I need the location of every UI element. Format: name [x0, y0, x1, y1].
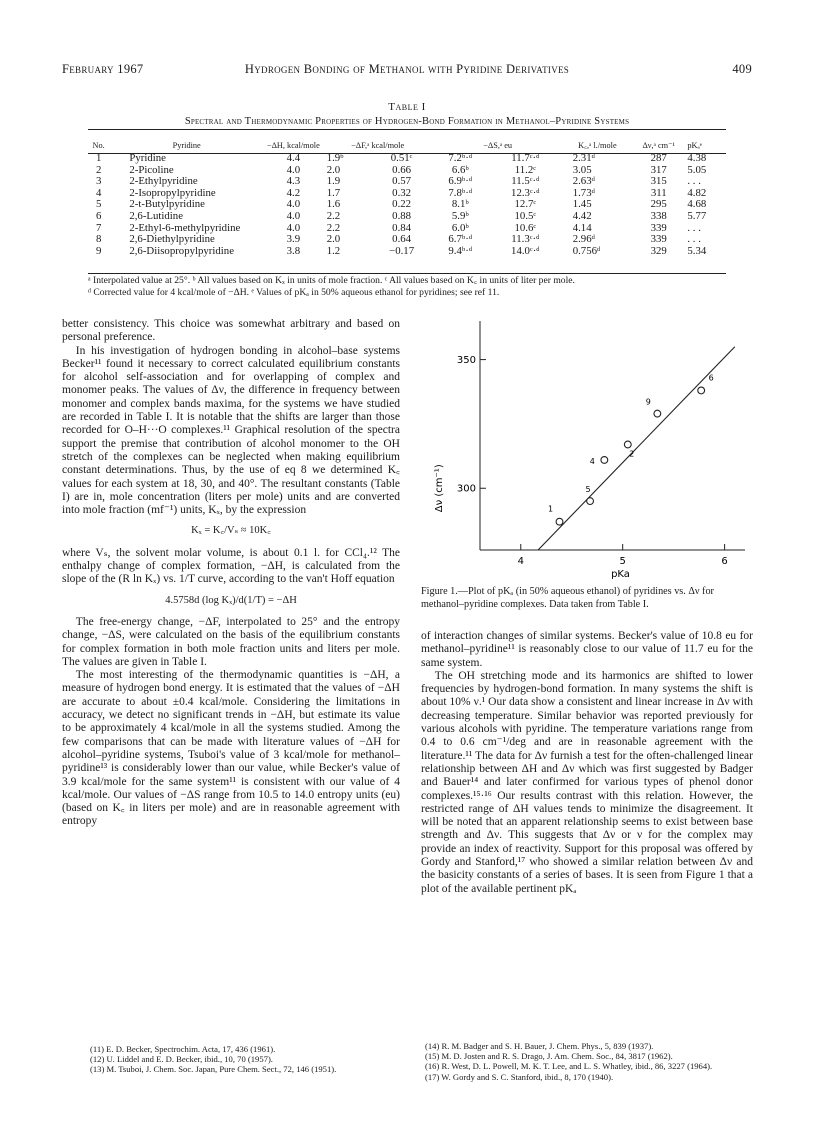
table-cell: 11.7ᶜ·ᵈ	[511, 152, 540, 164]
table-cell: 317	[650, 163, 667, 176]
x-tick-label: 5	[619, 556, 626, 567]
paragraph: The OH stretching mode and its harmonics are shifted to lower frequencies by hydrogen-bond formation. In many systems the shift is about 10% ν.¹ Our data show a consistent and linear increase in Δν with decreasing temperature. Similar behavior was reported previously for various alcohols with pyridine. The temperature variations range from 0.4 to 0.6 cm⁻¹/deg and are in reasonable agreement with the literature.¹¹ The data for Δν furnish a test for the often-challenged linear relationship between ΔH and Δν which was first suggested by Badger and Bauer¹⁴ and later confirmed for various types of phenol donor complexes.¹⁵·¹⁶ Our results contrast with this relation. However, the restricted range of ΔH values tends to minimize the disagreement. It will be noted that an apparent relationship seems to exist between base strength and Δν. This suggests that Δν or ν for the complex may provide an index of reactivity. Support for this proposal was offered by Gordy and Stanford,¹⁷ who showed a similar relation between Δν and the basicity constants of a series of bases. It is seen from Figure 1 that a plot of the available pertinent pKₐ	[421, 669, 753, 895]
table-cell: 1.73ᵈ	[572, 186, 595, 199]
chart-marks	[538, 347, 735, 550]
table-title: Spectral and Thermodynamic Properties of Hydrogen-Bond Formation in Methanol–Pyridine Systems	[184, 116, 630, 127]
table-cell: 2,6-Diethylpyridine	[129, 233, 215, 246]
table-cell: 6.0ᵇ	[451, 221, 469, 234]
running-header	[62, 62, 752, 78]
col-header: −ΔF,ᵃ kcal/mole	[351, 140, 405, 150]
table-cell: 2.96ᵈ	[572, 233, 595, 246]
table-cell: 3.9	[286, 233, 301, 246]
table-header-rule	[88, 153, 726, 154]
table-cell: 4.0	[286, 163, 301, 176]
table-cell: 2	[95, 163, 102, 176]
table-cell: 2.2	[326, 209, 341, 222]
table-bottom-rule	[88, 273, 726, 274]
table-cell: 7.8ᵇ·ᵈ	[448, 186, 473, 199]
table-label: Table I	[388, 101, 426, 113]
table-cell: 2.63ᵈ	[572, 175, 595, 188]
table-cell: 8.1ᵇ	[451, 198, 469, 211]
table-cell: 1.9	[326, 175, 341, 188]
table-cell: 2.2	[326, 221, 341, 234]
table-row	[88, 211, 726, 223]
reference: (13) M. Tsuboi, J. Chem. Soc. Japan, Pure Chem. Sect., 72, 146 (1951).	[90, 1064, 337, 1075]
reference: (12) U. Liddel and E. D. Becker, ibid., 10, 70 (1957).	[90, 1054, 273, 1065]
header-title: Hydrogen Bonding of Methanol with Pyridine Derivatives	[244, 62, 570, 76]
table-footnote-2: ᵈ Corrected value for 4 kcal/mole of −ΔH. ᵉ Values of pKₐ in 50% aqueous ethanol for pyridines; see ref 11.	[88, 287, 500, 298]
equation-kx: Kₓ = K꜀/Vₛ ≈ 10K꜀	[191, 525, 271, 537]
table-header-row	[88, 131, 726, 153]
table-cell: 8	[95, 233, 102, 246]
table-cell: 1.7	[326, 186, 341, 199]
table-cell: 14.0ᶜ·ᵈ	[511, 244, 540, 257]
table-cell: . . .	[687, 233, 701, 246]
table-cell: −0.17	[389, 244, 415, 257]
table-cell: 11.2ᶜ	[514, 163, 536, 176]
table-cell: 6.7ᵇ·ᵈ	[448, 233, 473, 246]
col-header: Δν,ᵃ cm⁻¹	[642, 140, 675, 150]
left-references	[86, 1044, 406, 1075]
table-cell: 2.0	[326, 233, 341, 246]
paragraph: where Vₛ, the solvent molar volume, is about 0.1 l. for CCl₄.¹² The enthalpy change of complex formation, −ΔH, is calculated from the slope of the (R ln Kₓ) vs. 1/T curve, according to the van't Hoff equation	[62, 546, 400, 586]
col-header: −ΔH, kcal/mole	[266, 140, 320, 150]
table-cell: 2.31ᵈ	[572, 152, 595, 164]
col-header: K꜀,ᵃ l./mole	[578, 140, 617, 150]
table-cell: 4.0	[286, 221, 301, 234]
data-point	[556, 518, 563, 525]
reference: (14) R. M. Badger and S. H. Bauer, J. Chem. Phys., 5, 839 (1937).	[425, 1041, 654, 1051]
table-cell: . . .	[687, 221, 701, 234]
table-cell: 5.34	[687, 244, 707, 257]
table-cell: 0.64	[392, 233, 412, 246]
table-row	[88, 246, 726, 258]
table-cell: 10.6ᶜ	[514, 221, 537, 234]
table-cell: 6.6ᵇ	[451, 163, 469, 176]
table-cell: 287	[650, 152, 667, 164]
table-cell: 0.32	[392, 186, 412, 199]
table-cell: 1.2	[326, 244, 341, 257]
table-cell: 2,6-Lutidine	[129, 209, 184, 222]
table-cell: 2.0	[326, 163, 341, 176]
table-cell: 1.9ᵇ	[326, 152, 344, 164]
table-cell: 2-Picoline	[129, 163, 174, 176]
table-cell: 4.0	[286, 198, 301, 211]
data-point	[601, 457, 608, 464]
table-cell: . . .	[687, 175, 701, 188]
point-label: 2	[629, 449, 635, 459]
table-cell: 1.45	[572, 198, 592, 211]
table-cell: 0.66	[392, 163, 412, 176]
table-cell: 4.0	[286, 209, 301, 222]
table-footnote-1: ᵃ Interpolated value at 25°. ᵇ All values based on Kₓ in units of mole fraction. ᶜ All values based on K꜀ in units of liter per mole.	[88, 275, 575, 286]
table-cell: 338	[650, 209, 667, 222]
data-point	[654, 410, 661, 417]
table-cell: 4.42	[572, 209, 592, 222]
data-point	[624, 441, 631, 448]
y-axis-label: Δν (cm⁻¹)	[434, 464, 445, 513]
col-header: pKₐᵉ	[687, 140, 702, 150]
table-cell: 4	[95, 186, 102, 199]
paragraph: better consistency. This choice was somewhat arbitrary and based on personal preference.	[62, 318, 400, 344]
table-cell: 311	[650, 186, 667, 199]
table-cell: 0.756ᵈ	[572, 244, 601, 257]
reference: (17) W. Gordy and S. C. Stanford, ibid., 8, 170 (1940).	[425, 1071, 614, 1082]
figure-1-chart	[425, 315, 755, 585]
table-cell: 3.05	[572, 163, 592, 176]
reference: (11) E. D. Becker, Spectrochim. Acta, 17, 436 (1961).	[90, 1044, 276, 1054]
x-tick-label: 4	[517, 556, 524, 567]
table-cell: 1.6	[326, 198, 341, 211]
table-cell: 3	[95, 175, 102, 188]
table-cell: 0.88	[392, 209, 412, 222]
table-cell: 0.57	[392, 175, 412, 188]
data-point	[587, 498, 594, 505]
data-point	[698, 387, 705, 394]
chart-axes	[434, 321, 745, 580]
header-date: February 1967	[62, 62, 144, 76]
table-cell: 339	[650, 221, 667, 234]
properties-table	[88, 131, 726, 257]
fit-line	[538, 347, 735, 550]
table-cell: 11.3ᶜ·ᵈ	[511, 233, 540, 246]
table-cell: 0.84	[392, 221, 412, 234]
table-cell: 3.8	[286, 244, 301, 257]
y-tick-label: 300	[456, 483, 476, 495]
right-column-text	[421, 630, 753, 896]
col-header: −ΔS,ᵃ eu	[483, 140, 513, 150]
table-row	[88, 153, 726, 165]
table-cell: 2-t-Butylpyridine	[129, 198, 205, 211]
table-cell: 4.68	[687, 198, 707, 211]
paragraph: of interaction changes of similar systems. Becker's value of 10.8 eu for methanol–pyridine¹¹ is reasonably close to our value of 11.7 eu for the same system.	[421, 630, 753, 669]
x-axis-label: pKa	[611, 569, 630, 580]
table-cell: 2-Ethylpyridine	[129, 175, 198, 188]
table-cell: 0.22	[392, 198, 412, 211]
table-cell: 329	[650, 244, 667, 257]
table-row	[88, 234, 726, 246]
table-cell: 339	[650, 233, 667, 246]
table-cell: 4.3	[286, 175, 301, 188]
table-cell: 9.4ᵇ·ᵈ	[448, 244, 473, 257]
table-cell: Pyridine	[129, 152, 166, 164]
table-cell: 12.3ᶜ·ᵈ	[511, 186, 540, 199]
reference: (15) M. D. Josten and R. S. Drago, J. Am. Chem. Soc., 84, 3817 (1962).	[425, 1051, 673, 1062]
col-header: Pyridine	[172, 140, 201, 150]
left-column-text	[62, 318, 400, 829]
y-tick-label: 350	[456, 355, 476, 367]
table-cell: 6.9ᵇ·ᵈ	[448, 175, 473, 188]
x-tick-label: 6	[721, 556, 728, 567]
table-top-rule	[88, 129, 726, 130]
table-cell: 5.9ᵇ	[451, 209, 469, 222]
table-cell: 2,6-Diisopropylpyridine	[129, 244, 234, 257]
table-cell: 11.5ᶜ·ᵈ	[511, 175, 540, 188]
table-cell: 315	[650, 175, 667, 188]
paragraph: In his investigation of hydrogen bonding in alcohol–base systems Becker¹¹ found it necessary to correct calculated equilibrium constants for alcohol self-association and for overlapping of complex and monomer peaks. The values of Δν, the difference in frequency between monomer and complex bands maxima, for the systems we have studied are recorded in Table I. It is notable that the shifts are larger than those recorded for O–H···O complexes.¹¹ Graphical resolution of the spectra support the premise that contribution of alcohol monomer to the OH stretch of the complexes can be neglected when making equilibrium constant determinations. Thus, by the use of eq 8 we determined K꜀ values for each system at 18, 30, and 40°. The resultant constants (Table I) are in, mole concentration (liters per mole) units and are converted into mole fraction (mf⁻¹) units, Kₓ, by the expression	[62, 344, 400, 517]
table-cell: 4.14	[572, 221, 592, 234]
table-cell: 4.82	[687, 186, 707, 199]
right-references	[421, 1041, 753, 1082]
reference: (16) R. West, D. L. Powell, M. K. T. Lee, and L. S. Whatley, ibid., 86, 3227 (1964).	[425, 1061, 713, 1072]
page-number: 409	[732, 62, 752, 76]
table-cell: 4.4	[286, 152, 301, 164]
equation-vant-hoff: 4.5758d (log Kₓ)/d(1/T) = −ΔH	[165, 594, 297, 606]
table-cell: 4.2	[286, 186, 301, 199]
col-header: No.	[92, 140, 105, 150]
table-cell: 6	[95, 209, 102, 222]
table-cell: 10.5ᶜ	[514, 209, 537, 222]
figure-caption: Figure 1.—Plot of pKₐ (in 50% aqueous ethanol) of pyridines vs. Δν for methanol–pyridine complexes. Data taken from Table I.	[421, 586, 714, 610]
point-label: 9	[645, 397, 651, 407]
table-cell: 5.05	[687, 163, 707, 176]
point-label: 6	[708, 373, 714, 383]
point-label: 1	[547, 504, 554, 514]
table-cell: 295	[650, 198, 667, 211]
paragraph: The most interesting of the thermodynamic quantities is −ΔH, a measure of hydrogen bond energy. It is estimated that the values of −ΔH are accurate to about ±0.4 kcal/mole. Considering the limitations in accuracy, we detect no significant trends in −ΔH, but estimate its value to be approximately 4 kcal/mole in all the systems studied. Among the few comparisons that can be made with literature values of −ΔH for alcohol–pyridine systems, Tsuboi's value of 3 kcal/mole for methanol–pyridine¹³ is considerably lower than our value, while Becker's value of 3.9 kcal/mole for the same system¹¹ is consistent with our value of 4 kcal/mole. Our values of −ΔS range from 10.5 to 14.0 entropy units (eu) (based on K꜀ in liters per mole) and are in reasonable agreement with entropy	[62, 669, 400, 828]
table-cell: 2-Ethyl-6-methylpyridine	[129, 221, 241, 234]
point-label: 5	[585, 485, 591, 495]
table-cell: 2-Isopropylpyridine	[129, 186, 216, 199]
table-cell: 4.38	[687, 152, 707, 164]
table-cell: 9	[95, 244, 102, 257]
table-cell: 5.77	[687, 209, 707, 222]
table-cell: 5	[95, 198, 102, 211]
table-cell: 7.2ᵇ·ᵈ	[448, 152, 473, 164]
table-cell: 0.51ᶜ	[390, 152, 413, 164]
table-cell: 12.7ᶜ	[514, 198, 537, 211]
paragraph: The free-energy change, −ΔF, interpolated to 25° and the entropy change, −ΔS, were calculated on the basis of the equilibrium constants for complex formation in both mole fraction units and liters per mole. The values are given in Table I.	[62, 615, 400, 668]
table-cell: 7	[95, 221, 102, 234]
point-label: 4	[589, 456, 595, 466]
table-cell: 1	[95, 152, 102, 164]
